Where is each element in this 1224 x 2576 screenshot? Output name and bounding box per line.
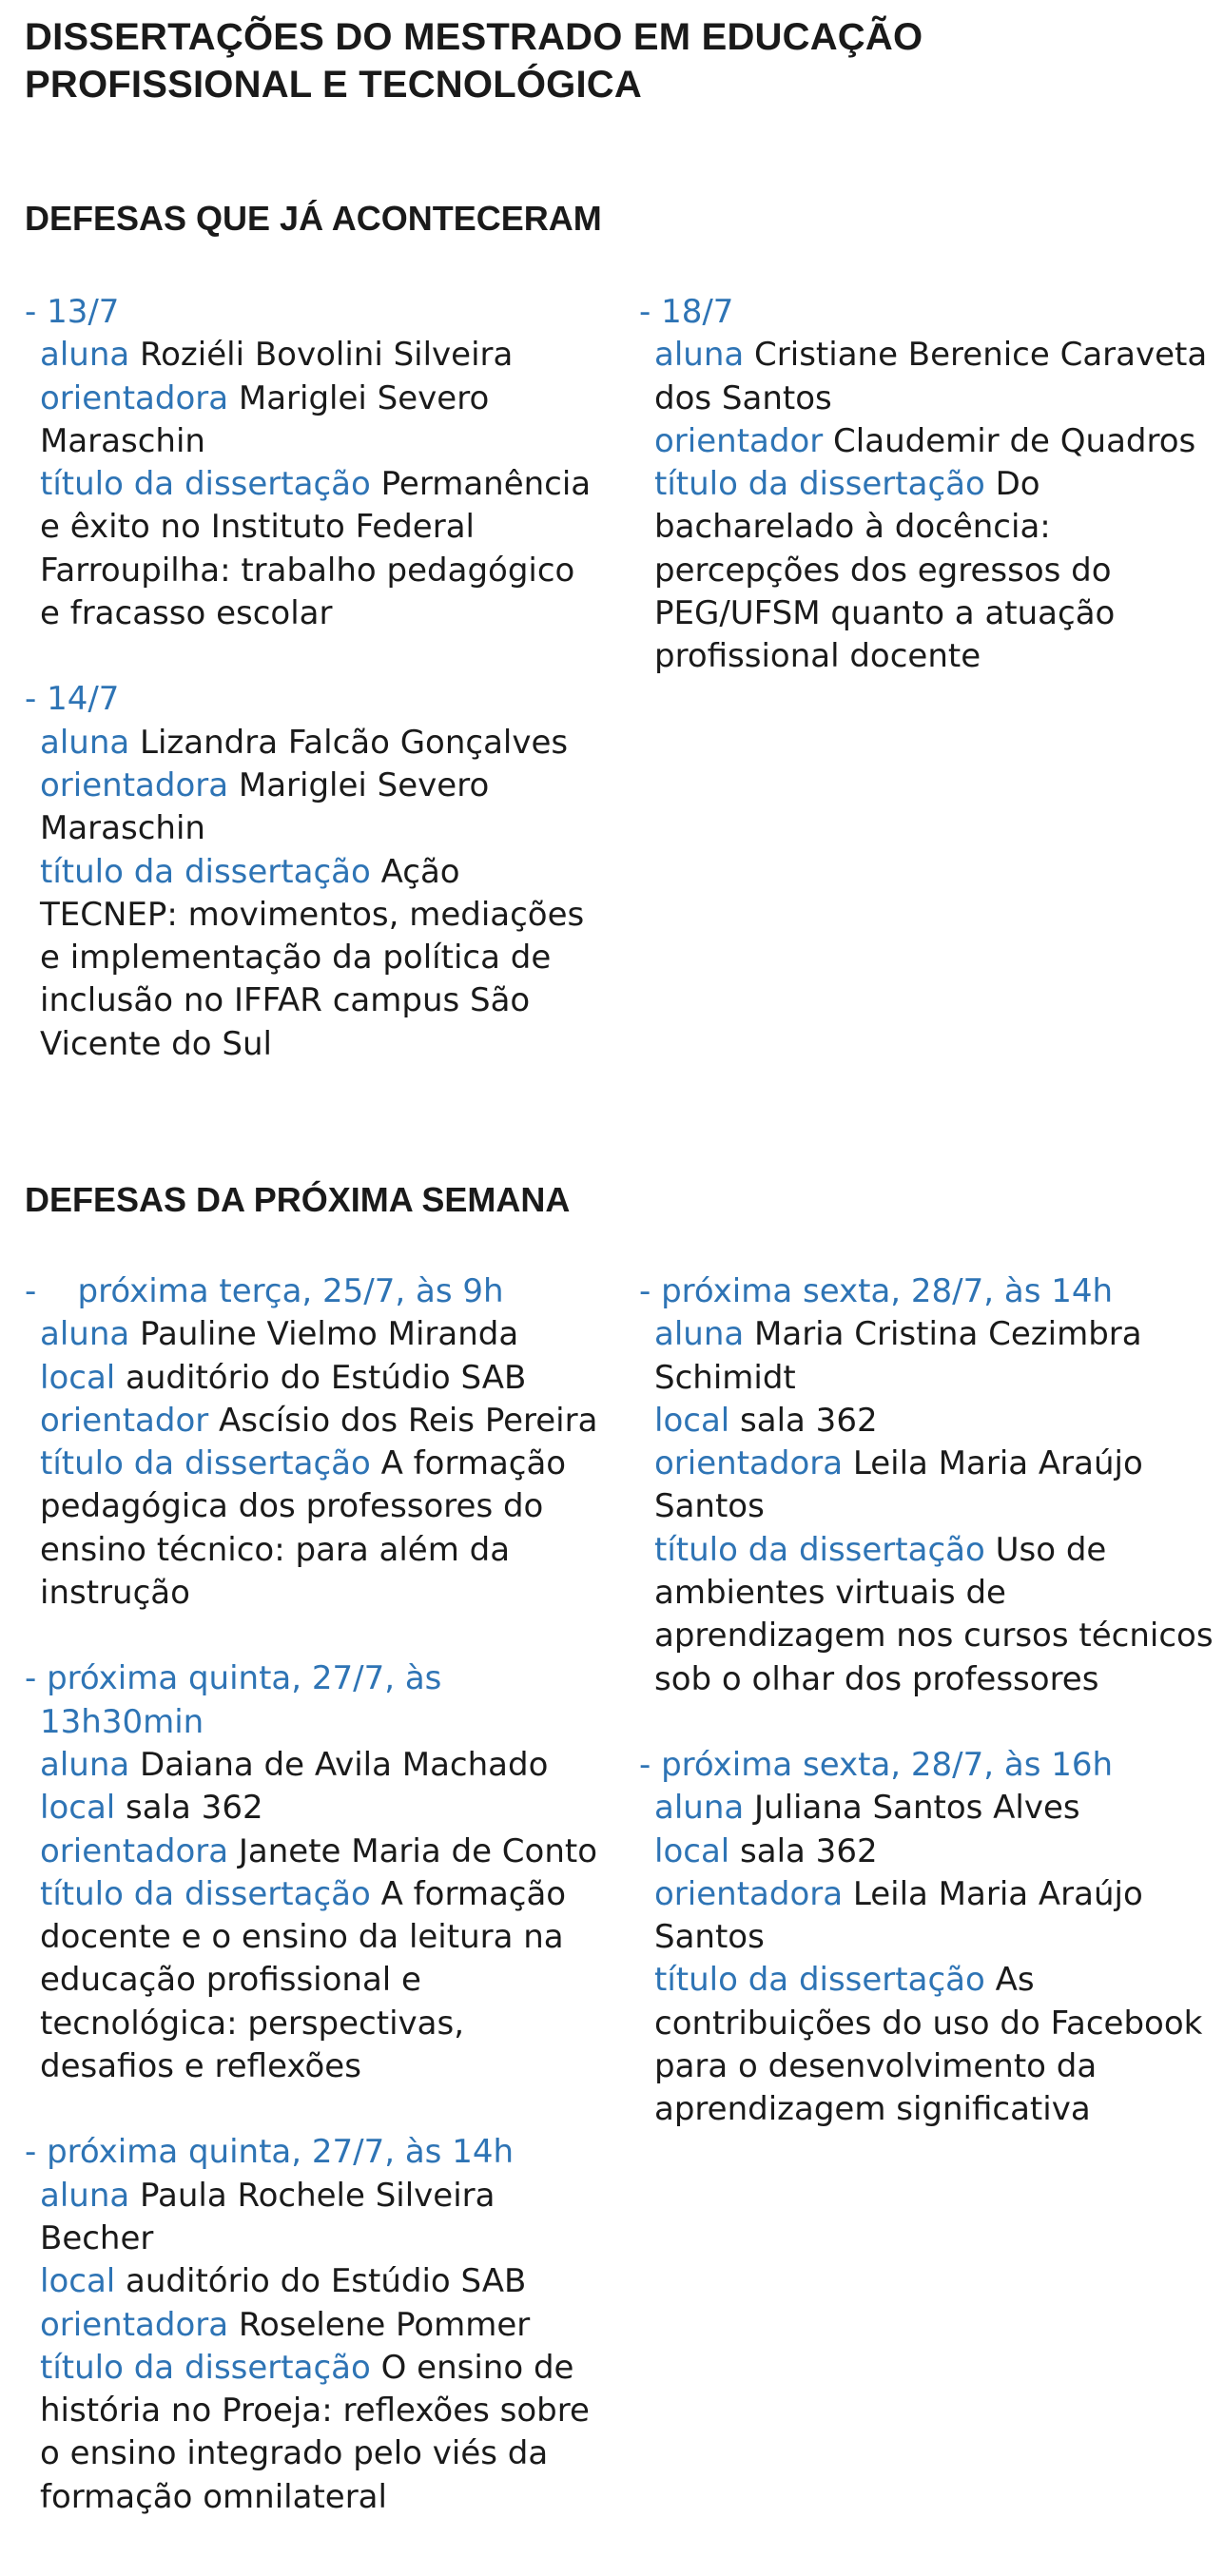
thesis-title: Uso de ambientes virtuais de aprendizagem nos cursos técnicos sob o olhar dos professores <box>654 1530 1214 1698</box>
defense-entry <box>25 2131 600 2519</box>
student-name: Lizandra Falcão Gonçalves <box>140 723 569 762</box>
defense-entry <box>25 678 595 1066</box>
advisor-name: Leila Maria Araújo Santos <box>654 1874 1143 1957</box>
student-name: Roziéli Bovolini Silveira <box>140 336 514 375</box>
student-label: aluna <box>40 723 130 762</box>
thesis-title-label: título da dissertação <box>654 465 985 504</box>
student-label: aluna <box>40 336 130 375</box>
defense-entry <box>25 1270 600 1615</box>
advisor-label: orientadora <box>40 765 229 804</box>
location-label: local <box>654 1401 730 1440</box>
defense-date: - próxima sexta, 28/7, às 14h <box>639 1272 1114 1310</box>
defense-date-continuation: 13h30min <box>40 1702 204 1741</box>
advisor-label: orientador <box>40 1401 209 1440</box>
thesis-title-label: título da dissertação <box>654 1530 985 1569</box>
defense-entry <box>25 1657 600 2088</box>
thesis-title: A formação pedagógica dos professores do ensino técnico: para além da instrução <box>40 1444 567 1613</box>
student-name: Daiana de Avila Machado <box>140 1745 549 1784</box>
defense-date: - próxima quinta, 27/7, às 14h <box>25 2133 515 2172</box>
location-value: auditório do Estúdio SAB <box>126 2262 527 2301</box>
student-label: aluna <box>40 1315 130 1354</box>
student-name: Cristiane Berenice Caraveta dos Santos <box>654 336 1208 417</box>
thesis-title-label: título da dissertação <box>654 1961 985 2000</box>
student-name: Juliana Santos Alves <box>754 1789 1080 1828</box>
advisor-label: orientadora <box>40 1831 229 1870</box>
location-value: sala 362 <box>740 1831 878 1870</box>
section-heading-past: DEFESAS QUE JÁ ACONTECERAM <box>25 199 602 238</box>
student-label: aluna <box>654 336 745 375</box>
defense-entry <box>639 291 1214 679</box>
student-label: aluna <box>654 1315 745 1354</box>
location-label: local <box>40 2262 116 2301</box>
thesis-title-label: título da dissertação <box>40 465 371 504</box>
defense-date: - próxima sexta, 28/7, às 16h <box>639 1745 1114 1784</box>
section-heading-upcoming: DEFESAS DA PRÓXIMA SEMANA <box>25 1180 571 1219</box>
student-name: Pauline Vielmo Miranda <box>140 1315 519 1354</box>
defense-date: - próxima terça, 25/7, às 9h <box>25 1272 504 1310</box>
advisor-label: orientador <box>654 421 824 460</box>
thesis-title-label: título da dissertação <box>40 1444 371 1483</box>
defense-date: - 18/7 <box>639 293 734 331</box>
student-label: aluna <box>40 1745 130 1784</box>
upcoming-right-column <box>639 1270 1214 2175</box>
advisor-name: Janete Maria de Conto <box>238 1831 598 1870</box>
thesis-title: Ação TECNEP: movimentos, mediações e implementação da política de inclusão no IFFAR campus São Vicente do Sul <box>40 852 585 1063</box>
thesis-title: O ensino de história no Proeja: reflexões sobre o ensino integrado pelo viés da formação omnilateral <box>40 2348 590 2516</box>
advisor-label: orientadora <box>40 378 229 417</box>
defense-date: - 13/7 <box>25 293 120 331</box>
thesis-title-label: título da dissertação <box>40 852 371 891</box>
student-name: Paula Rochele Silveira Becher <box>40 2176 495 2257</box>
location-label: local <box>654 1831 730 1870</box>
upcoming-left-column <box>25 1270 600 2562</box>
thesis-title: Permanência e êxito no Instituto Federal Farroupilha: trabalho pedagógico e fracasso escolar <box>40 465 592 633</box>
location-label: local <box>40 1358 116 1397</box>
location-value: auditório do Estúdio SAB <box>126 1358 527 1397</box>
past-left-column <box>25 291 595 1109</box>
advisor-name: Claudemir de Quadros <box>833 421 1196 460</box>
defense-entry <box>639 1744 1214 2132</box>
advisor-label: orientadora <box>40 2305 229 2344</box>
thesis-title-label: título da dissertação <box>40 2348 371 2387</box>
advisor-name: Mariglei Severo Maraschin <box>40 765 490 848</box>
location-value: sala 362 <box>740 1401 878 1440</box>
advisor-label: orientadora <box>654 1444 844 1483</box>
location-value: sala 362 <box>126 1789 263 1828</box>
advisor-label: orientadora <box>654 1874 844 1913</box>
thesis-title: Do bacharelado à docência: percepções dos egressos do PEG/UFSM quanto a atuação profissional docente <box>654 465 1116 676</box>
student-name: Maria Cristina Cezimbra Schimidt <box>654 1315 1142 1397</box>
thesis-title: A formação docente e o ensino da leitura na educação profissional e tecnológica: perspectivas, desafios e reflexões <box>40 1874 567 2086</box>
page-title <box>25 13 1166 108</box>
page-title-line-2: PROFISSIONAL E TECNOLÓGICA <box>25 64 642 106</box>
student-label: aluna <box>40 2176 130 2215</box>
advisor-name: Mariglei Severo Maraschin <box>40 378 490 460</box>
advisor-name: Ascísio dos Reis Pereira <box>219 1401 598 1440</box>
advisor-name: Roselene Pommer <box>238 2305 531 2344</box>
past-right-column <box>639 291 1214 722</box>
location-label: local <box>40 1789 116 1828</box>
defense-date: - próxima quinta, 27/7, às <box>25 1659 442 1698</box>
thesis-title-label: título da dissertação <box>40 1874 371 1913</box>
thesis-title: As contribuições do uso do Facebook para o desenvolvimento da aprendizagem significativa <box>654 1961 1203 2129</box>
page-title-line-1: DISSERTAÇÕES DO MESTRADO EM EDUCAÇÃO <box>25 16 923 58</box>
defense-entry <box>639 1270 1214 1701</box>
defense-entry <box>25 291 595 635</box>
student-label: aluna <box>654 1789 745 1828</box>
defense-date: - 14/7 <box>25 680 120 719</box>
advisor-name: Leila Maria Araújo Santos <box>654 1444 1143 1526</box>
